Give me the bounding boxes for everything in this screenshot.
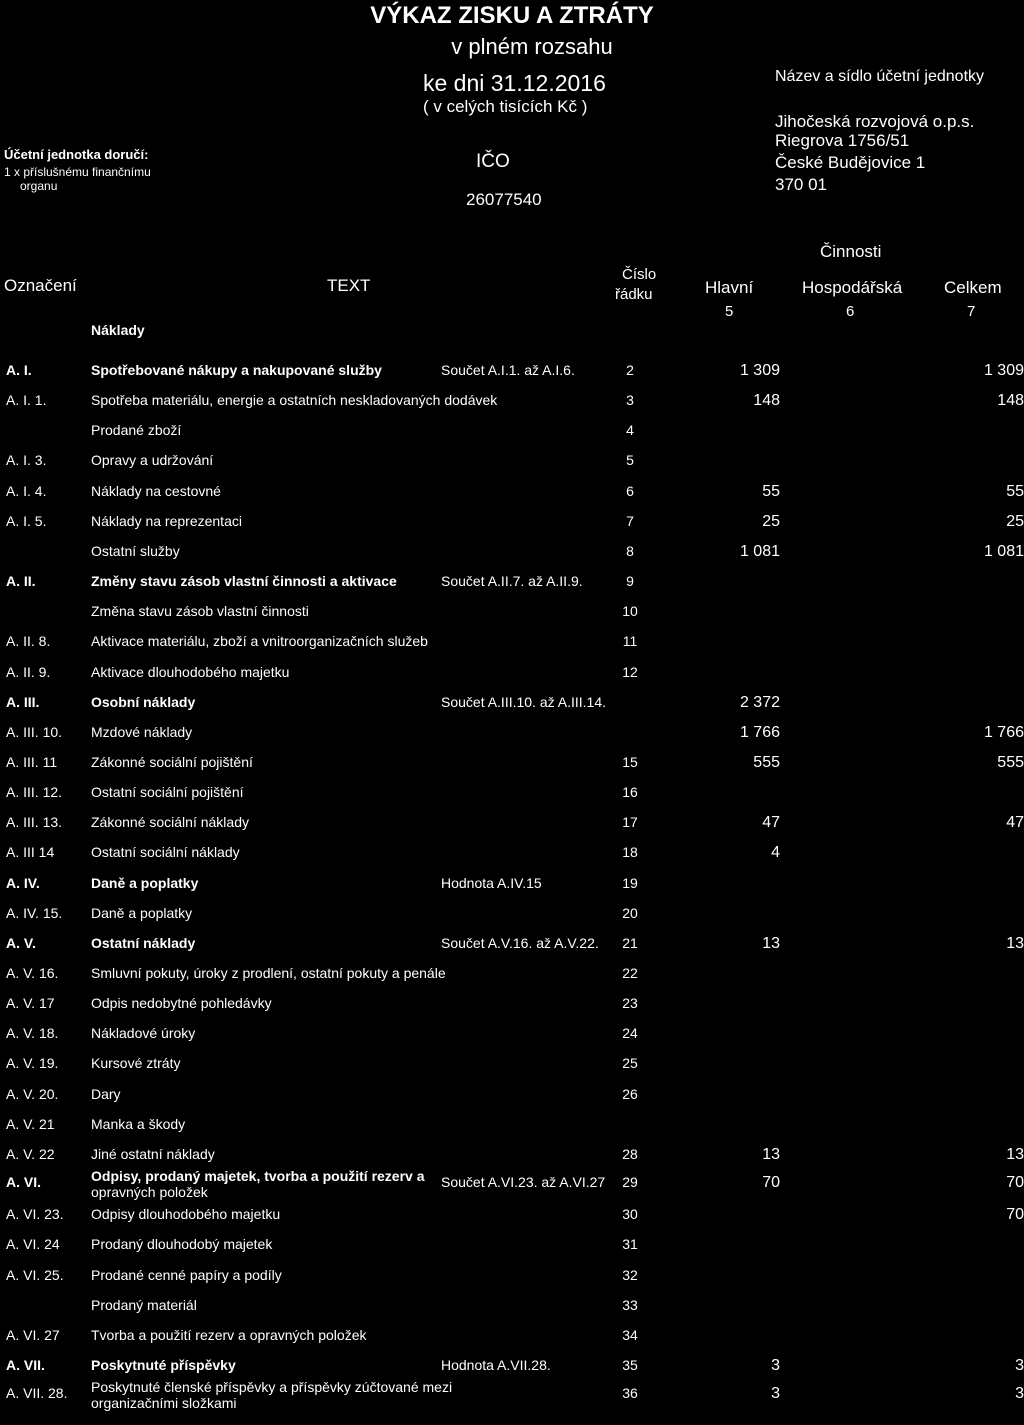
row-text: Spotřeba materiálu, energie a ostatních neskladovaných dodávek xyxy=(91,392,498,409)
row-number: 24 xyxy=(622,1025,638,1042)
row-number: 9 xyxy=(626,573,634,589)
row-text: Prodaný materiál xyxy=(91,1296,197,1313)
row-text: Náklady na cestovné xyxy=(91,482,221,499)
row-code: A. II. 8. xyxy=(6,633,51,650)
row-code: A. V. 16. xyxy=(6,965,59,981)
table-row xyxy=(0,694,1024,724)
column-header-radku: řádku xyxy=(615,286,653,303)
row-number: 29 xyxy=(622,1174,638,1190)
row-value-celkem: 1 309 xyxy=(983,362,1024,379)
row-code: A. III. 12. xyxy=(6,784,63,801)
row-value-celkem: 25 xyxy=(1006,512,1024,530)
row-code: A. V. 20. xyxy=(6,1085,59,1102)
row-code: A. I. 3. xyxy=(6,452,47,469)
row-code: A. VI. 25. xyxy=(6,1266,64,1283)
row-number: 35 xyxy=(622,1356,638,1373)
row-value-celkem: 13 xyxy=(1006,1145,1024,1163)
row-value-celkem: 3 xyxy=(1015,1385,1024,1403)
row-sum-formula: Součet A.I.1. až A.I.6. xyxy=(441,362,575,378)
row-text: Aktivace materiálu, zboží a vnitroorganizačních služeb xyxy=(91,633,428,650)
row-value-hlavni: 2 372 xyxy=(739,693,780,711)
row-text: Odpis nedobytné pohledávky xyxy=(91,995,272,1012)
row-text: Ostatní služby xyxy=(91,542,180,559)
row-value-hlavni: 13 xyxy=(762,934,780,952)
row-sum-formula: Součet A.VI.23. až A.VI.27 xyxy=(441,1174,606,1190)
column-header-hlavni: Hlavní xyxy=(705,278,754,297)
row-number: 17 xyxy=(622,814,638,831)
row-value-celkem: 3 xyxy=(1015,1356,1024,1374)
row-code: A. IV. xyxy=(6,874,40,891)
row-code: A. V. xyxy=(6,934,36,951)
column-header-cislo: Číslo xyxy=(622,266,657,283)
table-row xyxy=(0,513,1024,543)
table-row xyxy=(0,935,1024,965)
row-text: Zákonné sociální náklady xyxy=(91,814,249,831)
row-text: Smluvní pokuty, úroky z prodlení, ostatní pokuty a penále xyxy=(91,965,446,981)
row-sum-formula: Součet A.III.10. až A.III.14. xyxy=(441,693,606,710)
row-code: A. II. xyxy=(6,573,36,589)
row-text: Změny stavu zásob vlastní činnosti a aktivace xyxy=(91,573,397,589)
table-row xyxy=(0,724,1024,754)
row-code: A. V. 19. xyxy=(6,1055,59,1072)
row-number: 18 xyxy=(622,844,638,861)
row-number: 21 xyxy=(622,934,638,951)
table-row xyxy=(0,452,1024,482)
row-text: Změna stavu zásob vlastní činnosti xyxy=(91,603,309,620)
row-text: Mzdové náklady xyxy=(91,723,193,740)
row-number: 25 xyxy=(622,1055,638,1072)
row-value-hlavni: 13 xyxy=(762,1145,780,1163)
row-number: 4 xyxy=(626,422,634,439)
row-number: 20 xyxy=(622,904,638,921)
row-value-celkem: 70 xyxy=(1006,1206,1024,1224)
row-text: Aktivace dlouhodobého majetku xyxy=(91,663,290,680)
table-row xyxy=(0,1297,1024,1327)
row-code: A. IV. 15. xyxy=(6,904,63,921)
row-text: Prodaný dlouhodobý majetek xyxy=(91,1236,273,1253)
table-row xyxy=(0,784,1024,814)
table-row xyxy=(0,814,1024,844)
row-number: 22 xyxy=(622,965,638,981)
row-number: 12 xyxy=(622,663,638,680)
row-code: A. I. xyxy=(6,362,32,378)
row-value-hlavni: 148 xyxy=(753,392,780,410)
row-text: Daně a poplatky xyxy=(91,874,199,891)
row-text: Prodané cenné papíry a podíly xyxy=(91,1266,282,1283)
row-value-celkem: 47 xyxy=(1006,814,1024,832)
row-sum-formula: Hodnota A.IV.15 xyxy=(441,874,542,891)
section-title: Náklady xyxy=(91,322,145,338)
row-value-celkem: 13 xyxy=(1006,934,1024,952)
row-code: A. II. 9. xyxy=(6,663,51,680)
table-row xyxy=(0,905,1024,935)
table-row xyxy=(0,392,1024,422)
ico-value: 26077540 xyxy=(466,190,542,209)
sender-note-line: 1 x příslušnému finančnímu xyxy=(4,165,151,179)
table-row xyxy=(0,573,1024,603)
table-row xyxy=(0,603,1024,633)
entity-street: Riegrova 1756/51 xyxy=(775,131,910,150)
row-value-celkem: 55 xyxy=(1006,482,1024,500)
row-number: 7 xyxy=(626,512,634,529)
row-text: Ostatní sociální pojištění xyxy=(91,784,244,801)
report-date: ke dni 31.12.2016 xyxy=(423,70,606,96)
column-header-celkem: Celkem xyxy=(944,278,1002,297)
column-number-5: 5 xyxy=(725,303,734,320)
table-row xyxy=(0,1055,1024,1085)
table-row xyxy=(0,633,1024,663)
row-number: 8 xyxy=(626,542,634,559)
row-code: A. VII. 28. xyxy=(6,1385,68,1402)
row-text: Spotřebované nákupy a nakupované služby xyxy=(91,362,382,378)
table-row xyxy=(0,1327,1024,1357)
row-number: 2 xyxy=(626,362,634,378)
row-text: Tvorba a použití rezerv a opravných položek xyxy=(91,1326,367,1343)
row-value-celkem: 148 xyxy=(997,392,1024,410)
table-row xyxy=(0,422,1024,452)
table-row xyxy=(0,875,1024,905)
report-subtitle: v plném rozsahu xyxy=(451,34,613,59)
row-code: A. III. xyxy=(6,693,40,710)
row-sum-formula: Hodnota A.VII.28. xyxy=(441,1356,551,1373)
row-text: Ostatní sociální náklady xyxy=(91,844,240,861)
table-row xyxy=(0,362,1024,392)
table-row xyxy=(0,1168,1024,1198)
table-row xyxy=(0,1116,1024,1146)
table-row xyxy=(0,543,1024,573)
row-code: A. VII. xyxy=(6,1356,45,1373)
row-number: 19 xyxy=(622,874,638,891)
table-row xyxy=(0,664,1024,694)
row-text: Opravy a udržování xyxy=(91,452,214,469)
row-number: 23 xyxy=(622,995,638,1012)
row-code: A. V. 18. xyxy=(6,1025,59,1042)
table-row xyxy=(0,1206,1024,1236)
row-code: A. I. 1. xyxy=(6,392,47,409)
ico-label: IČO xyxy=(476,151,510,172)
row-code: A. VI. 27 xyxy=(6,1326,60,1343)
table-row xyxy=(0,995,1024,1025)
row-code: A. VI. xyxy=(6,1174,42,1190)
row-code: A. I. 5. xyxy=(6,512,47,529)
table-row xyxy=(0,754,1024,784)
entity-name: Jihočeská rozvojová o.p.s. xyxy=(775,112,975,131)
row-text: Dary xyxy=(91,1085,121,1102)
row-text: Jiné ostatní náklady xyxy=(91,1145,215,1162)
row-text-continued: organizačními složkami xyxy=(91,1395,237,1412)
row-text: Osobní náklady xyxy=(91,693,196,710)
row-value-hlavni: 3 xyxy=(771,1356,780,1374)
row-text: Prodané zboží xyxy=(91,422,182,439)
row-number: 6 xyxy=(626,482,634,499)
row-code: A. V. 21 xyxy=(6,1115,55,1132)
table-row xyxy=(0,1267,1024,1297)
row-value-celkem: 555 xyxy=(997,754,1024,771)
row-text: Odpisy dlouhodobého majetku xyxy=(91,1206,281,1223)
row-value-hlavni: 1 309 xyxy=(739,362,780,379)
entity-label: Název a sídlo účetní jednotky xyxy=(775,68,985,85)
row-value-hlavni: 70 xyxy=(762,1174,780,1191)
row-number: 16 xyxy=(622,784,638,801)
row-value-celkem: 70 xyxy=(1006,1174,1024,1191)
row-code: A. III. 13. xyxy=(6,814,63,831)
row-number: 31 xyxy=(622,1236,638,1253)
entity-city: České Budějovice 1 xyxy=(775,153,926,172)
row-number: 26 xyxy=(622,1085,638,1102)
row-code: A. III. 11 xyxy=(6,754,58,770)
row-text: Odpisy, prodaný majetek, tvorba a použití rezerv a xyxy=(91,1168,425,1184)
row-number: 32 xyxy=(622,1266,638,1283)
row-value-hlavni: 1 766 xyxy=(739,723,780,741)
row-code: A. VI. 24 xyxy=(6,1236,60,1253)
column-number-6: 6 xyxy=(846,303,855,320)
row-code: A. III. 10. xyxy=(6,723,63,740)
row-text: Daně a poplatky xyxy=(91,904,193,921)
row-number: 3 xyxy=(626,392,634,409)
row-number: 34 xyxy=(622,1326,638,1343)
row-text: Nákladové úroky xyxy=(91,1025,196,1042)
row-code: A. I. 4. xyxy=(6,482,47,499)
row-value-celkem: 1 766 xyxy=(983,723,1024,741)
row-value-hlavni: 1 081 xyxy=(739,542,780,560)
row-value-hlavni: 25 xyxy=(762,512,780,530)
table-row xyxy=(0,1236,1024,1266)
row-value-hlavni: 4 xyxy=(771,844,780,862)
sender-note-line: organu xyxy=(20,179,58,193)
column-header-text: TEXT xyxy=(327,276,371,295)
report-title: VÝKAZ ZISKU A ZTRÁTY xyxy=(370,2,654,29)
row-value-hlavni: 3 xyxy=(771,1385,780,1403)
row-code: A. VI. 23. xyxy=(6,1206,64,1223)
sender-note-title: Účetní jednotka doručí: xyxy=(4,147,149,162)
row-text: Ostatní náklady xyxy=(91,934,196,951)
row-code: A. V. 17 xyxy=(6,995,55,1012)
row-sum-formula: Součet A.V.16. až A.V.22. xyxy=(441,934,599,951)
column-header-hospodarska: Hospodářská xyxy=(802,278,903,297)
row-text: Poskytnuté členské příspěvky a příspěvky zúčtované mezi xyxy=(91,1379,453,1396)
row-number: 36 xyxy=(622,1385,638,1402)
row-value-hlavni: 55 xyxy=(762,482,780,500)
row-number: 10 xyxy=(622,603,638,620)
table-row xyxy=(0,844,1024,874)
entity-zip: 370 01 xyxy=(775,175,827,194)
row-number: 30 xyxy=(622,1206,638,1223)
row-number: 15 xyxy=(622,754,638,770)
row-value-celkem: 1 081 xyxy=(983,542,1024,560)
table-row xyxy=(0,483,1024,513)
report-units: ( v celých tisících Kč ) xyxy=(423,97,588,116)
row-sum-formula: Součet A.II.7. až A.II.9. xyxy=(441,573,583,589)
row-value-hlavni: 47 xyxy=(762,814,780,832)
row-text: Zákonné sociální pojištění xyxy=(91,754,253,770)
row-text: Poskytnuté příspěvky xyxy=(91,1356,236,1373)
row-text-continued: opravných položek xyxy=(91,1184,208,1200)
column-header-oznaceni: Označení xyxy=(4,276,77,295)
table-row xyxy=(0,965,1024,995)
row-number: 11 xyxy=(622,633,638,650)
table-row xyxy=(0,1086,1024,1116)
column-number-7: 7 xyxy=(967,303,976,320)
row-number: 28 xyxy=(622,1145,638,1162)
row-text: Manka a škody xyxy=(91,1115,186,1132)
row-text: Náklady na reprezentaci xyxy=(91,512,242,529)
column-header-cinnosti: Činnosti xyxy=(820,242,882,261)
row-number: 5 xyxy=(626,452,634,469)
row-code: A. III 14 xyxy=(6,844,55,861)
row-code: A. V. 22 xyxy=(6,1145,55,1162)
table-row xyxy=(0,1025,1024,1055)
row-value-hlavni: 555 xyxy=(753,754,780,771)
row-number: 33 xyxy=(622,1296,638,1313)
table-row xyxy=(0,1379,1024,1412)
row-text: Kursové ztráty xyxy=(91,1055,181,1072)
